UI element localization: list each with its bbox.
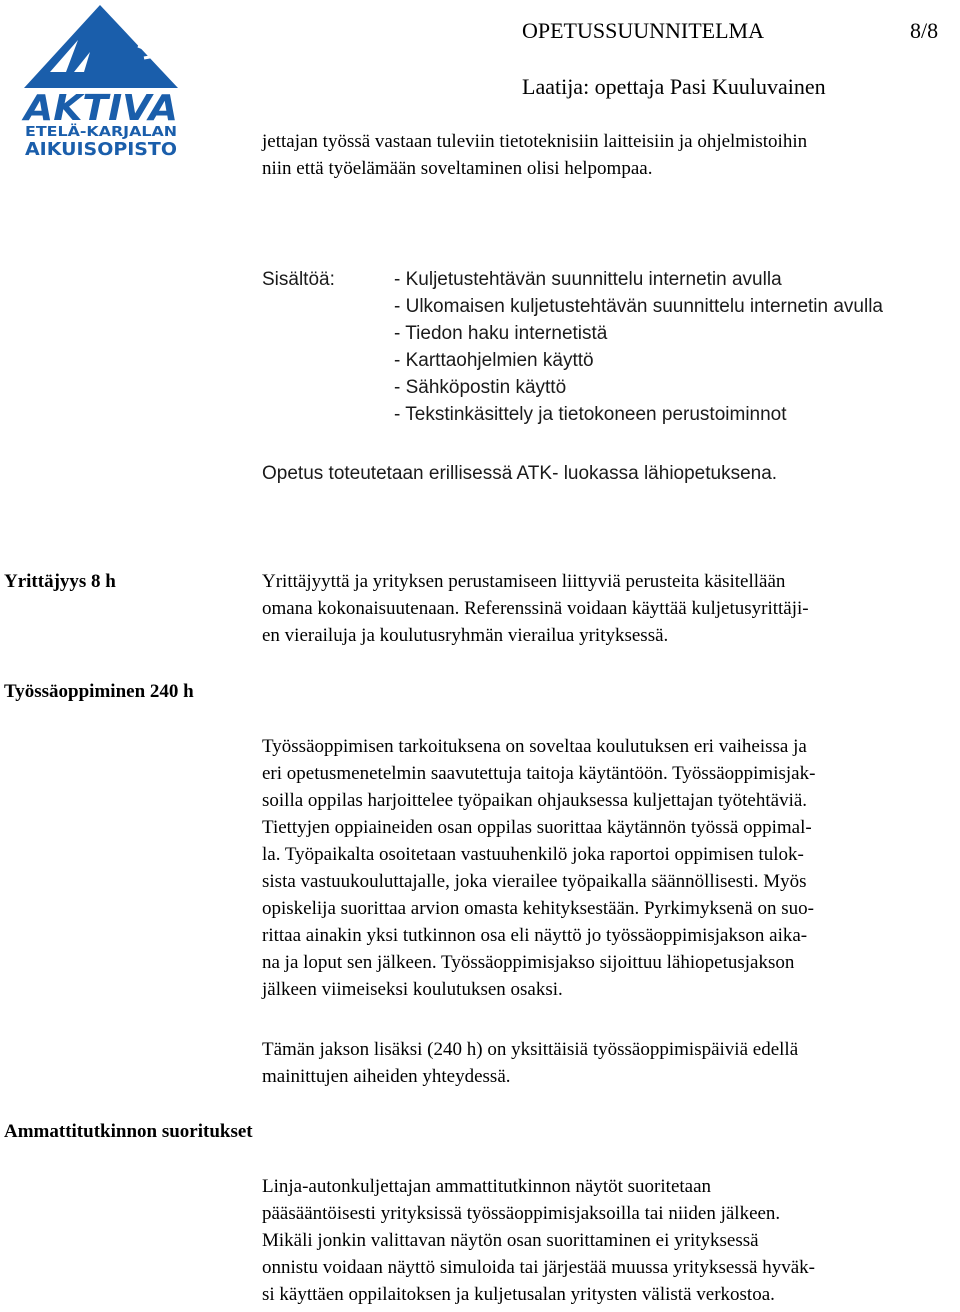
contents-list [394, 266, 883, 428]
paragraph-line: la. Työpaikalta osoitetaan vastuuhenkilö joka raportoi oppimisen tulok- [262, 844, 804, 865]
contents-label: Sisältöä: [262, 269, 335, 290]
exams-paragraph [262, 1173, 952, 1308]
section-heading-entrepreneurship: Yrittäjyys 8 h [4, 571, 116, 592]
paragraph-line: mainittujen aiheiden yhteydessä. [262, 1066, 511, 1087]
list-item: - Karttaohjelmien käyttö [394, 350, 594, 371]
logo-line-2: AIKUISOPISTO [25, 139, 177, 160]
paragraph-line: Linja-autonkuljettajan ammattitutkinnon näytöt suoritetaan [262, 1176, 712, 1197]
paragraph-line: opiskelija suorittaa arvion omasta kehityksestään. Pyrkimyksenä on suo- [262, 898, 814, 919]
paragraph-line: na ja loput sen jälkeen. Työssäoppimisjakso sijoittuu lähiopetusjakson [262, 952, 795, 973]
paragraph-line: sista vastuukouluttajalle, joka vierailee työpaikalla säännöllisesti. Myös [262, 871, 807, 892]
teaching-note: Opetus toteutetaan erillisessä ATK- luokassa lähiopetuksena. [262, 463, 778, 484]
list-item: - Tekstinkäsittely ja tietokoneen perustoiminnot [394, 404, 787, 425]
workplace-learning-paragraph [262, 733, 952, 1003]
paragraph-line: Tämän jakson lisäksi (240 h) on yksittäisiä työssäoppimispäiviä edellä [262, 1039, 799, 1060]
intro-line: jettajan työssä vastaan tuleviin tietoteknisiin laitteisiin ja ohjelmistoihin [262, 131, 808, 152]
section-heading-workplace-learning: Työssäoppiminen 240 h [4, 681, 194, 702]
paragraph-line: eri opetusmenetelmin saavutettuja taitoja käytäntöön. Työssäoppimisjak- [262, 763, 816, 784]
paragraph-line: onnistu voidaan näyttö simuloida tai järjestää muussa yrityksessä hyväk- [262, 1257, 816, 1278]
paragraph-line: Yrittäjyyttä ja yrityksen perustamiseen liittyviä perusteita käsitellään [262, 571, 786, 592]
paragraph-line: rittaa ainakin yksi tutkinnon osa eli näyttö jo työssäoppimisjakson aika- [262, 925, 808, 946]
document-title: OPETUSSUUNNITELMA [522, 18, 764, 43]
list-item: - Sähköpostin käyttö [394, 377, 567, 398]
paragraph-line: omana kokonaisuutenaan. Referenssinä voidaan käyttää kuljetusyrittäji- [262, 598, 809, 619]
author-line: Laatija: opettaja Pasi Kuuluvainen [522, 74, 826, 99]
list-item: - Ulkomaisen kuljetustehtävän suunnittelu internetin avulla [394, 296, 883, 317]
paragraph-line: Mikäli jonkin valittavan näytön osan suorittaminen ei yrityksessä [262, 1230, 759, 1251]
aktiva-logo [20, 2, 182, 160]
paragraph-line: si käyttäen oppilaitoksen ja kuljetusalan yritysten välistä verkostoa. [262, 1284, 775, 1305]
entrepreneurship-paragraph [262, 568, 952, 649]
intro-paragraph [262, 128, 952, 182]
paragraph-line: en vierailuja ja koulutusryhmän vierailua yrityksessä. [262, 625, 669, 646]
logo-line-1: ETELÄ-KARJALAN [25, 125, 150, 140]
list-item: - Kuljetustehtävän suunnittelu internetin avulla [394, 269, 782, 290]
paragraph-line: jälkeen viimeiseksi koulutuksen osaksi. [262, 979, 563, 1000]
logo-brand-text: AKTIVA [20, 88, 179, 129]
paragraph-line: pääsääntöisesti yrityksissä työssäoppimisjaksoilla tai niiden jälkeen. [262, 1203, 781, 1224]
list-item: - Tiedon haku internetistä [394, 323, 608, 344]
paragraph-line: Työssäoppimisen tarkoituksena on soveltaa koulutuksen eri vaiheissa ja [262, 736, 807, 757]
page-number: 8/8 [910, 18, 939, 43]
aktiva-logo-graphic [20, 2, 182, 160]
workplace-learning-extra [262, 1036, 952, 1090]
paragraph-line: soilla oppilas harjoittelee työpaikan ohjauksessa kuljettajan työtehtäviä. [262, 790, 808, 811]
section-heading-exams: Ammattitutkinnon suoritukset [4, 1121, 253, 1142]
paragraph-line: Tiettyjen oppiaineiden osan oppilas suorittaa käytännön työssä oppimal- [262, 817, 812, 838]
intro-line: niin että työelämään soveltaminen olisi helpompaa. [262, 158, 653, 179]
